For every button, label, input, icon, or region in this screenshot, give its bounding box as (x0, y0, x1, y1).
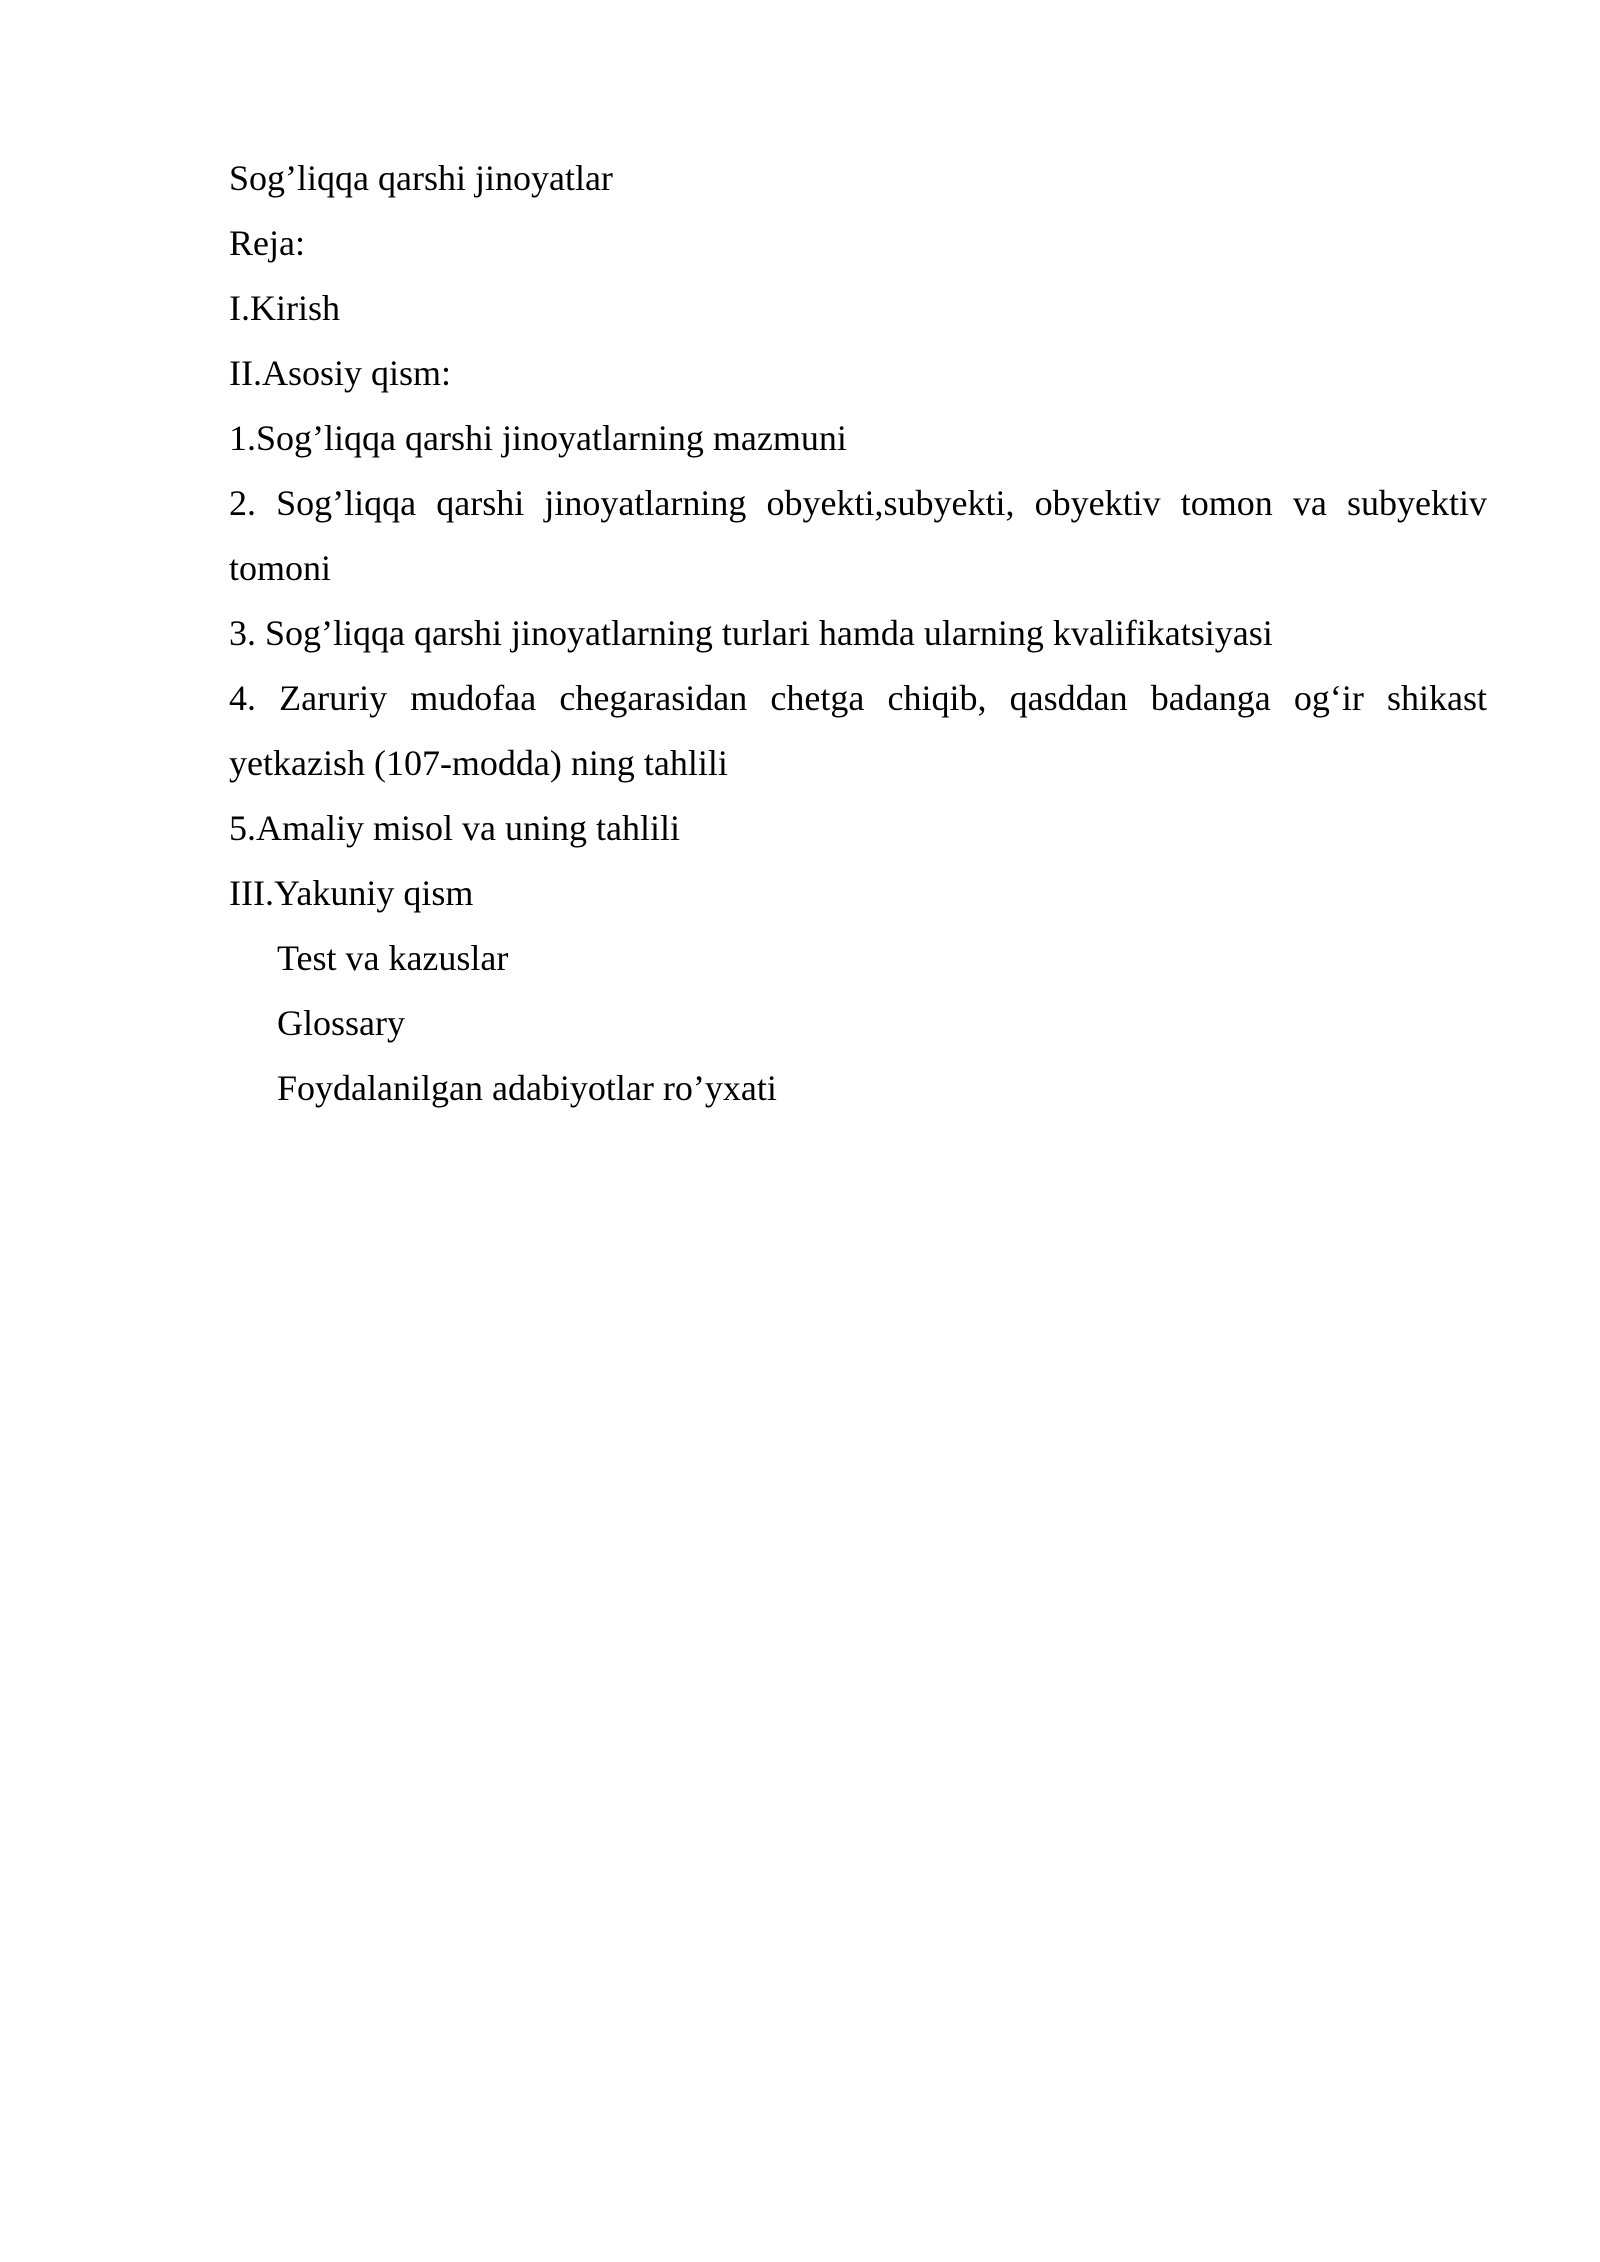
section-intro: I.Kirish (229, 288, 340, 328)
plan-item-2: 2. Sog’liqqa qarshi jinoyatlarning obyekti,subyekti, obyektiv tomon va subyektiv tomoni (229, 483, 1487, 588)
final-subitem-references: Foydalanilgan adabiyotlar ro’yxati (277, 1068, 777, 1108)
plan-item-3: 3. Sog’liqqa qarshi jinoyatlarning turlari hamda ularning kvalifikatsiyasi (229, 613, 1273, 653)
document-body (229, 146, 1487, 1121)
document-title: Sog’liqqa qarshi jinoyatlar (229, 158, 613, 198)
plan-item-5: 5.Amaliy misol va uning tahlili (229, 808, 680, 848)
plan-label: Reja: (229, 223, 305, 263)
section-final: III.Yakuniy qism (229, 873, 474, 913)
final-subitem-glossary: Glossary (277, 1003, 405, 1043)
plan-item-1: 1.Sog’liqqa qarshi jinoyatlarning mazmuni (229, 418, 847, 458)
plan-item-4: 4. Zaruriy mudofaa chegarasidan chetga chiqib, qasddan badanga og‘ir shikast yetkazish (107-modda) ning tahlili (229, 678, 1487, 783)
final-subitem-tests: Test va kazuslar (277, 938, 509, 978)
section-main: II.Asosiy qism: (229, 353, 452, 393)
